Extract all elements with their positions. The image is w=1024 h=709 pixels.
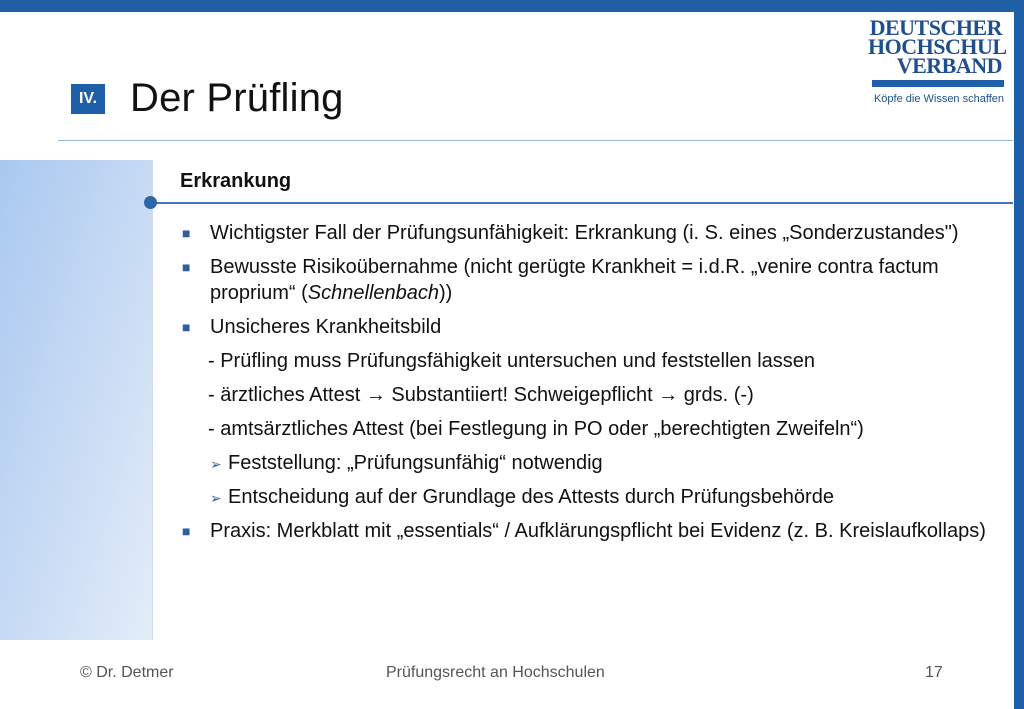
- list-item: [180, 254, 990, 306]
- slide-title: Der Prüfling: [130, 76, 344, 120]
- square-bullet-icon: ■: [182, 319, 191, 335]
- list-item-text: Wichtigster Fall der Prüfungsunfähigkeit: Erkrankung (i. S. eines „Sonderzustandes"): [210, 222, 959, 244]
- section-badge: IV.: [71, 84, 105, 114]
- list-item: [180, 348, 990, 374]
- square-bullet-icon: ■: [182, 523, 191, 539]
- subheading-divider: [150, 202, 1013, 204]
- bullet-list: [180, 220, 990, 552]
- list-item: [180, 314, 990, 340]
- list-item: [180, 382, 990, 408]
- arrow-bullet-icon: ➢: [210, 490, 222, 506]
- divider-dot: [144, 196, 157, 209]
- logo-text-line2: HOCHSCHUL: [868, 34, 1007, 59]
- list-item: [180, 220, 990, 246]
- right-accent-bar: [1014, 0, 1024, 709]
- list-item-text: - Prüfling muss Prüfungsfähigkeit untersuchen und feststellen lassen: [208, 350, 816, 372]
- logo-text-line1: DEUTSCHER: [869, 15, 1002, 40]
- list-item-text: - ärztliches Attest → Substantiiert! Schweigepflicht → grds. (-): [208, 384, 754, 406]
- logo-bar: [872, 80, 1004, 87]
- logo-tagline: Köpfe die Wissen schaffen: [873, 93, 1004, 105]
- list-item: [180, 450, 990, 476]
- list-item-text: Unsicheres Krankheitsbild: [210, 316, 442, 338]
- square-bullet-icon: ■: [182, 225, 191, 241]
- footer-topic: Prüfungsrecht an Hochschulen: [386, 664, 605, 681]
- subheading: Erkrankung: [180, 170, 292, 192]
- footer-author: © Dr. Detmer: [80, 664, 174, 681]
- list-item-text: Entscheidung auf der Grundlage des Attests durch Prüfungsbehörde: [228, 486, 834, 508]
- dhv-logo: [868, 15, 1008, 105]
- list-item-text: Bewusste Risikoübernahme (nicht gerügte Krankheit = i.d.R. „venire contra factum proprium“ (: [210, 256, 939, 304]
- arrow-bullet-icon: ➢: [210, 456, 222, 472]
- list-item-text: Feststellung: „Prüfungsunfähig“ notwendig: [228, 452, 603, 474]
- logo-text-line3: VERBAND: [896, 53, 1002, 78]
- list-item: [180, 416, 990, 442]
- top-accent-bar: [0, 0, 1024, 12]
- list-item-text: - amtsärztliches Attest (bei Festlegung in PO oder „berechtigten Zweifeln“): [208, 418, 864, 440]
- list-item-italic-text: Schnellenbach: [307, 282, 440, 304]
- footer-page-number: 17: [925, 664, 943, 681]
- side-gradient-panel: [0, 160, 153, 640]
- list-item: [180, 518, 990, 544]
- square-bullet-icon: ■: [182, 259, 191, 275]
- list-item: [180, 484, 990, 510]
- list-item-text-end: )): [439, 282, 453, 304]
- title-divider: [58, 140, 1013, 141]
- list-item-text: Praxis: Merkblatt mit „essentials“ / Aufklärungspflicht bei Evidenz (z. B. Kreislaufkollaps): [210, 520, 986, 542]
